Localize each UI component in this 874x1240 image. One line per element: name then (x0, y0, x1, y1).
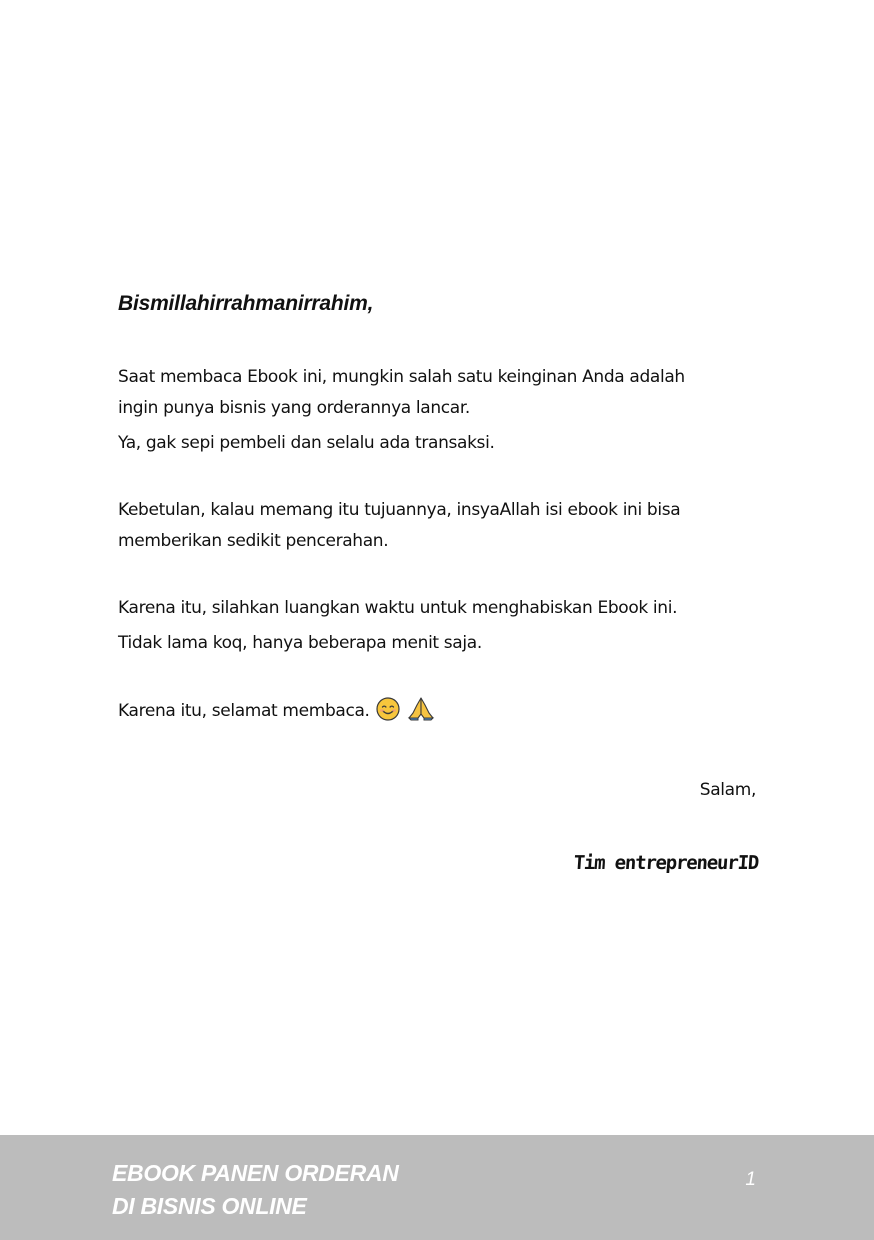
folded-hands-emoji-icon (406, 695, 436, 732)
paragraph-line: Tidak lama koq, hanya beberapa menit saja. (118, 633, 482, 653)
paragraph-2 (118, 495, 758, 557)
paragraph-3 (118, 593, 758, 659)
smiling-face-emoji-icon (376, 697, 400, 732)
footer-title-line: DI BISNIS ONLINE (112, 1193, 307, 1219)
paragraph-line: ingin punya bisnis yang orderannya lancar. (118, 398, 470, 418)
paragraph-line: Karena itu, selamat membaca. (118, 701, 370, 721)
page-number: 1 (745, 1169, 756, 1190)
paragraph-1 (118, 362, 758, 459)
paragraph-line: Karena itu, silahkan luangkan waktu untuk menghabiskan Ebook ini. (118, 598, 678, 618)
footer-title (112, 1157, 399, 1223)
salutation-heading: Bismillahirrahmanirrahim, (118, 292, 374, 315)
page-footer (0, 1135, 874, 1240)
letter-body (118, 288, 758, 768)
signature: Tim entrepreneurID (572, 852, 759, 874)
footer-title-line: EBOOK PANEN ORDERAN (112, 1160, 399, 1186)
paragraph-line: Ya, gak sepi pembeli dan selalu ada transaksi. (118, 433, 495, 453)
closing-greeting: Salam, (699, 780, 756, 800)
paragraph-4 (118, 695, 758, 732)
paragraph-line: Kebetulan, kalau memang itu tujuannya, insyaAllah isi ebook ini bisa (118, 500, 681, 520)
paragraph-line: memberikan sedikit pencerahan. (118, 531, 389, 551)
paragraph-line: Saat membaca Ebook ini, mungkin salah satu keinginan Anda adalah (118, 367, 685, 387)
